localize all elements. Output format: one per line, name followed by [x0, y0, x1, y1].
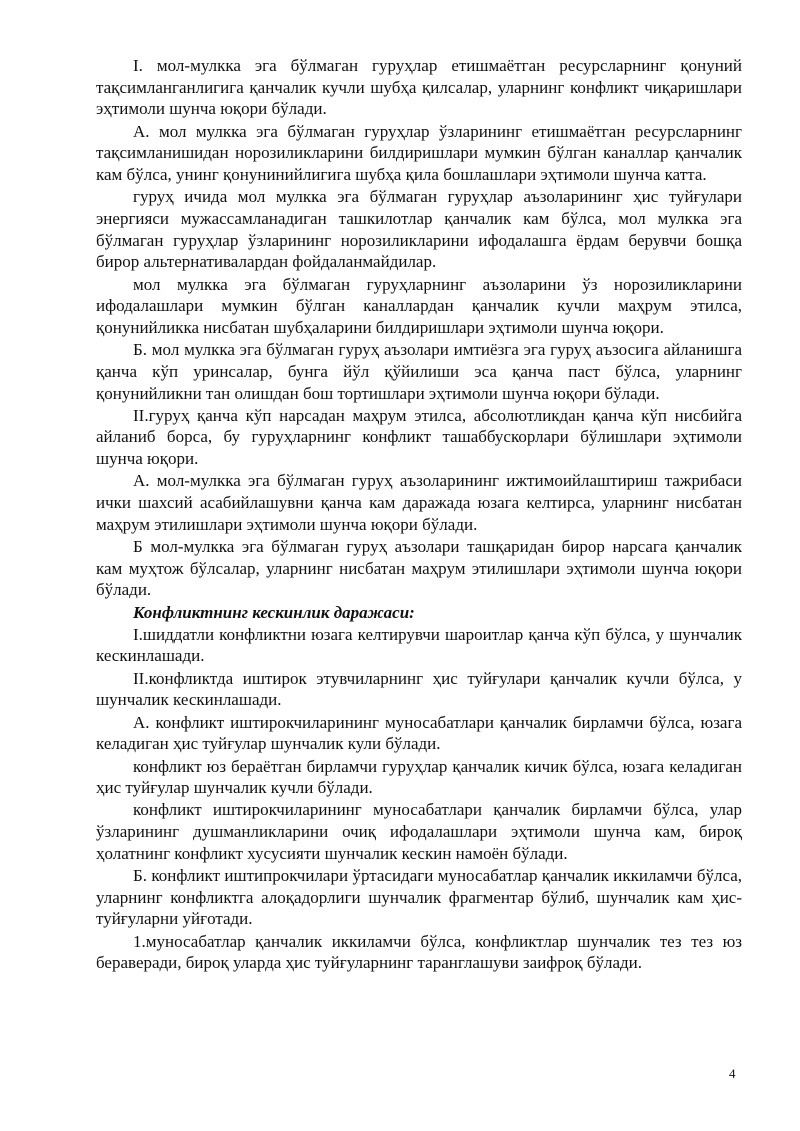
paragraph-3: гуруҳ ичида мол мулкка эга бўлмаган гуруҳлар аъзоларининг ҳис туйғулари энергияси мужассамланадиган ташкилотлар қанчалик кам бўлса, мол мулкка эга бўлмаган гуруҳлар ўзларининг норозиликларини ифодалашга ёрдам берувчи бошқа бирор альтернативалардан фойдаланмайдилар. — [96, 187, 742, 272]
document-page — [96, 55, 742, 975]
paragraph-2: А. мол мулкка эга бўлмаган гуруҳлар ўзларининг етишмаётган ресурсларнинг тақсимланишидан норозиликларини билдиришлари мумкин бўлган каналлар қанчалик кам бўлса, унинг қонунинийлигига шубҳа қила бошлашлари эҳтимоли шунча катта. — [96, 121, 742, 185]
paragraph-1: I. мол-мулкка эга бўлмаган гуруҳлар етишмаётган ресурсларнинг қонуний тақсимланганлигига қанчалик кучли шубҳа қилсалар, уларнинг конфликт чиқаришлари эҳтимоли шунча юқори бўлади. — [96, 56, 742, 119]
page-number: 4 — [729, 1066, 736, 1081]
paragraph-9: I.шиддатли конфликтни юзага келтирувчи шароитлар қанча кўп бўлса, у шунчалик кескинлашади. — [96, 624, 742, 666]
paragraph-13: конфликт иштирокчиларининг муносабатлари қанчалик бирламчи бўлса, улар ўзларининг душманликларини очиқ ифодалашлари эҳтимоли шунча кам, бироқ ҳолатнинг конфликт хусусияти шунчалик кескин намоён бўлади. — [96, 800, 742, 863]
paragraph-11: А. конфликт иштирокчиларининг муносабатлари қанчалик бирламчи бўлса, юзага келадиган ҳис туйғулар шунчалик кули бўлади. — [96, 712, 742, 754]
section-heading: Конфликтнинг кескинлик даражаси: — [133, 602, 415, 622]
paragraph-6: II.гуруҳ қанча кўп нарсадан маҳрум этилса, абсолютликдан қанча кўп нисбийга айланиб борса, бу гуруҳларнинг конфликт ташаббускорлари бўлишлари эҳтимоли шунча юқори. — [96, 405, 742, 469]
paragraph-7: А. мол-мулкка эга бўлмаган гуруҳ аъзоларининг ижтимоийлаштириш тажрибаси ички шахсий асабийлашувни қанча кам даражада юзага келтирса, уларнинг нисбатан маҳрум этилишлари эҳтимоли шунча юқори бўлади. — [96, 471, 742, 534]
paragraph-5: Б. мол мулкка эга бўлмаган гуруҳ аъзолари имтиёзга эга гуруҳ аъзосига айланишга қанча кўп уринсалар, бунга йўл қўйилиши эса қанча паст бўлса, уларнинг қонунийликни тан олишдан бош тортишлари эҳтимоли шунча юқори бўлади. — [96, 340, 742, 403]
paragraph-14: Б. конфликт иштипрокчилари ўртасидаги муносабатлар қанчалик иккиламчи бўлса, уларнинг конфликтга алоқадорлиги шунчалик фрагментар бўлиб, шунчалик кам ҳис-туйғуларни уйғотади. — [96, 866, 742, 929]
paragraph-10: II.конфликтда иштирок этувчиларнинг ҳис туйғулари қанчалик кучли бўлса, у шунчалик кескинлашади. — [96, 668, 742, 710]
paragraph-12: конфликт юз бераётган бирламчи гуруҳлар қанчалик кичик бўлса, юзага келадиган ҳис туйғулар шунчалик кучли бўлади. — [96, 756, 742, 798]
paragraph-15: 1.муносабатлар қанчалик иккиламчи бўлса, конфликтлар шунчалик тез тез юз бераверади, бироқ уларда ҳис туйғуларнинг таранглашуви заифроқ бўлади. — [96, 931, 742, 973]
paragraph-4: мол мулкка эга бўлмаган гуруҳларнинг аъзоларини ўз норозиликларини ифодалашлари мумкин бўлган каналлардан қанчалик кучли маҳрум этилса, қонунийликка нисбатан шубҳаларини билдиришлари эҳтимоли шунча юқори. — [96, 274, 742, 337]
paragraph-8: Б мол-мулкка эга бўлмаган гуруҳ аъзолари ташқаридан бирор нарсага қанчалик кам муҳтож бўлсалар, уларнинг нисбатан маҳрум этилишлари эҳтимоли шунча юқори бўлади. — [96, 536, 742, 600]
